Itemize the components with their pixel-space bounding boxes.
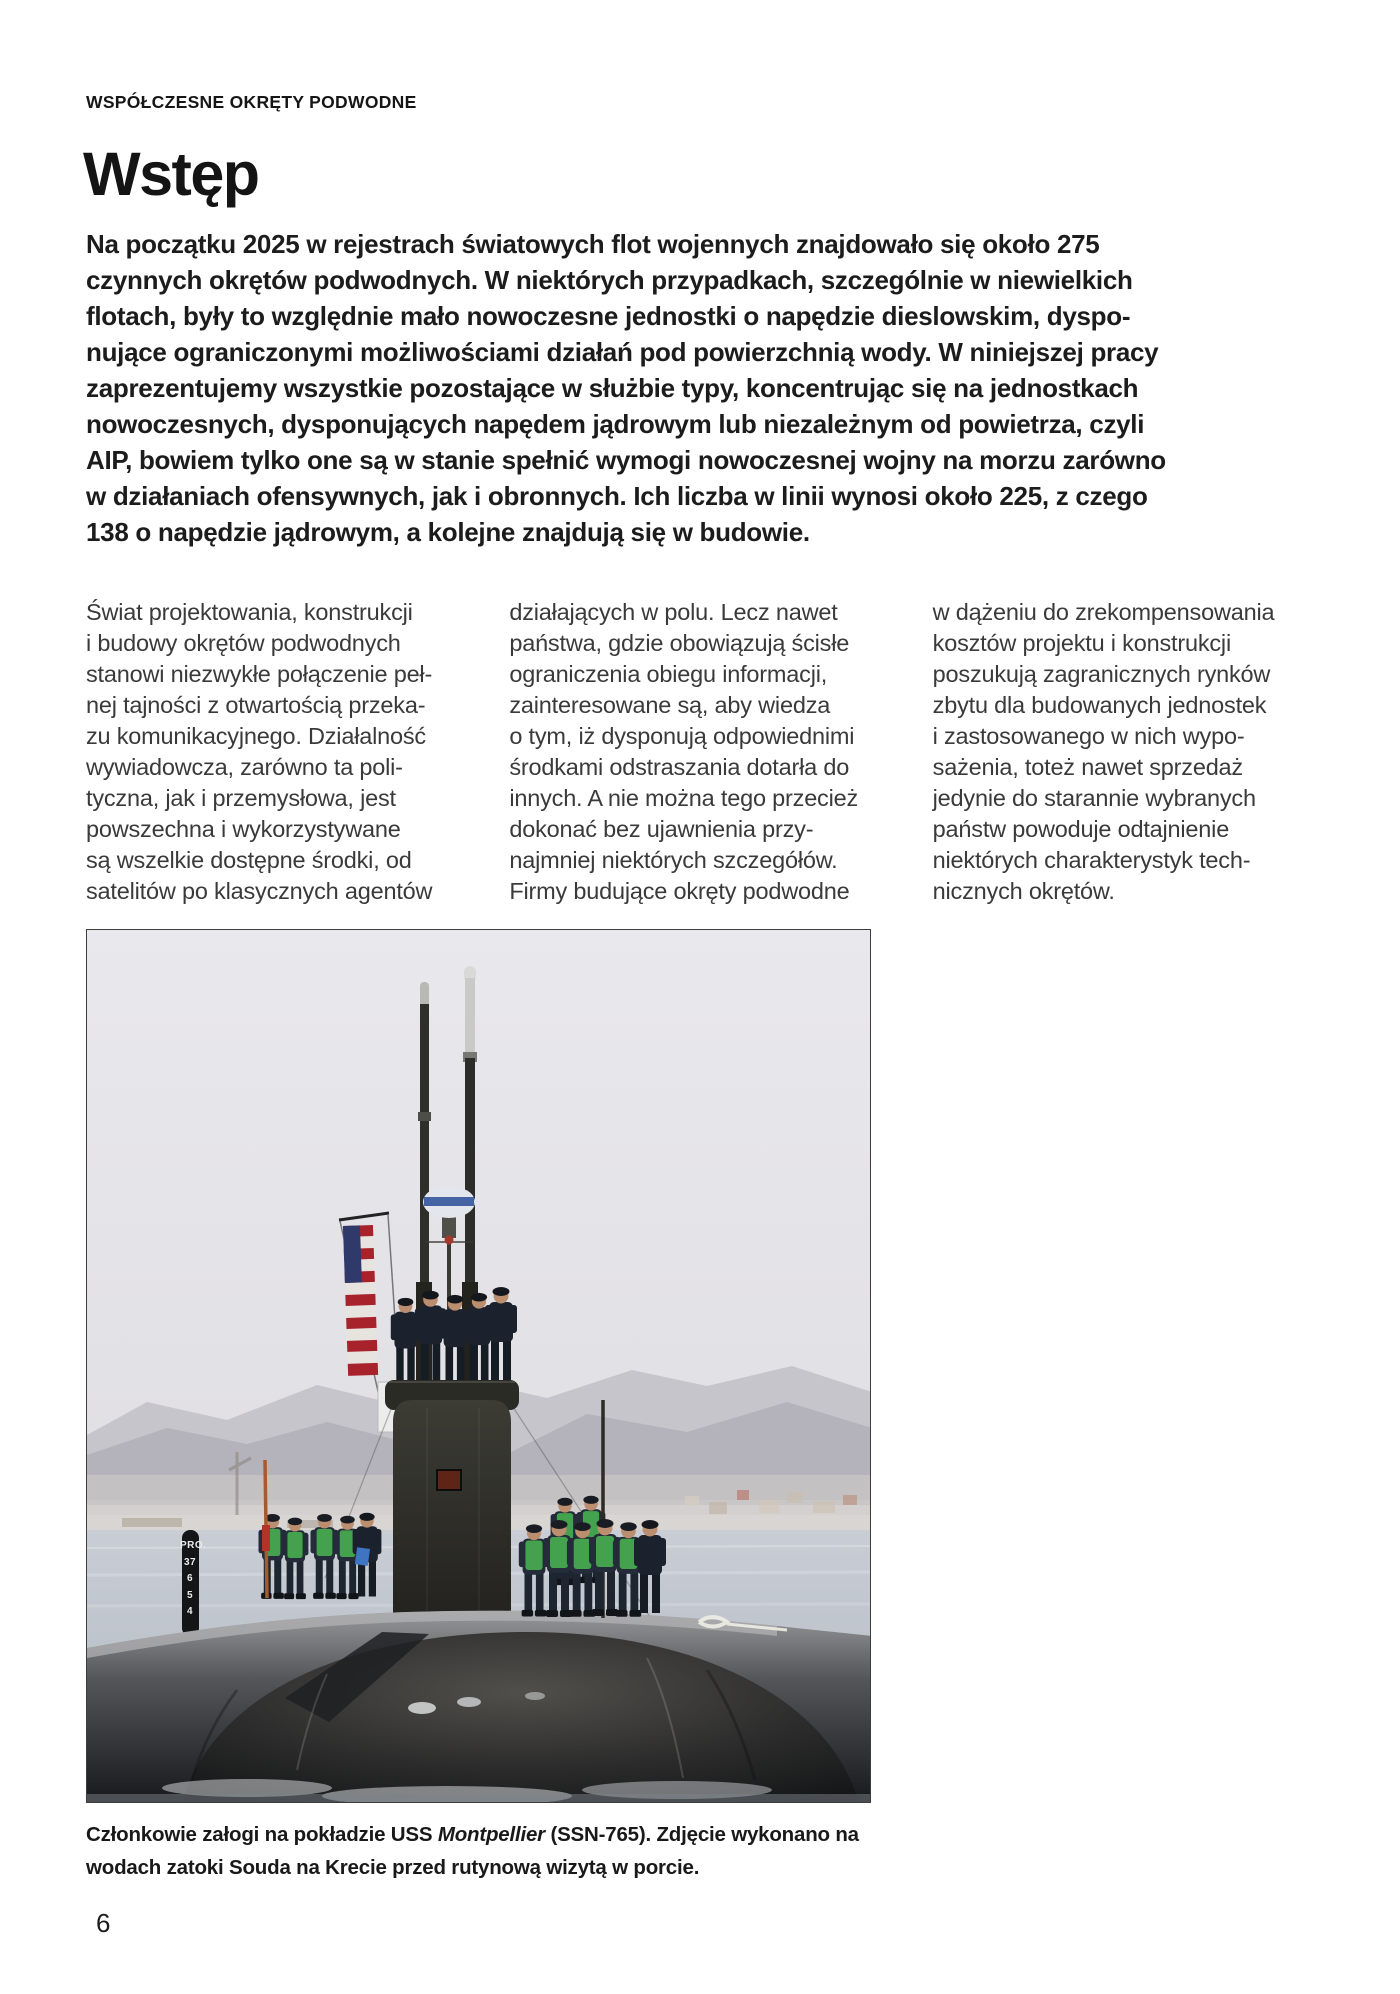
text-line: kosztów projektu i konstrukcji (932, 630, 1231, 656)
text-line: 4 (186, 1606, 194, 1617)
text-line: dokonać bez ujawnienia przy- (509, 816, 814, 842)
text-line: 37 (183, 1556, 197, 1568)
text-line: nujące ograniczonymi możliwościami działań pod powierzchnią wody. W niniejszej pracy (86, 337, 1159, 367)
text-line: tyczna, jak i przemysłowa, jest (86, 785, 396, 811)
section-kicker: WSPÓŁCZESNE OKRĘTY PODWODNE (86, 92, 417, 112)
text-line: Firmy budujące okręty podwodne (509, 878, 850, 904)
text-line: środkami odstraszania dotarła do (509, 754, 850, 780)
text-line: nej tajności z otwartością przeka- (86, 692, 426, 718)
text-line: AIP, bowiem tylko one są w stanie spełnić wymogi nowoczesnej wojny na morzu zarówno (86, 445, 1166, 475)
page-number: 6 (96, 1908, 111, 1938)
text-line: 5 (186, 1589, 194, 1601)
text-line: nicznych okrętów. (932, 878, 1115, 904)
lead-paragraph (86, 226, 1326, 550)
text-line: satelitów po klasycznych agentów (86, 878, 433, 904)
body-column-1 (86, 597, 467, 907)
text-line: państw powoduje odtajnienie (932, 816, 1230, 842)
hull (87, 1611, 871, 1803)
text-line: i budowy okrętów podwodnych (86, 630, 401, 656)
submarine-photo (86, 929, 871, 1803)
page-title: Wstęp (83, 140, 259, 208)
text-line: zainteresowane są, aby wiedza (509, 692, 831, 718)
text-line: PRO. (180, 1540, 207, 1551)
text-line: czynnych okrętów podwodnych. W niektórych przypadkach, szczególnie w niewielkich (86, 265, 1133, 295)
text-line: nowoczesnych, dysponujących napędem jądrowym lub niezależnym od powietrza, czyli (86, 409, 1145, 439)
text-line: i zastosowanego w nich wypo- (932, 723, 1245, 749)
text-line: sażenia, toteż nawet sprzedaż (932, 754, 1243, 780)
text-line: w działaniach ofensywnych, jak i obronnych. Ich liczba w linii wynosi około 225, z czego (86, 481, 1148, 511)
text-line: jedynie do starannie wybranych (932, 785, 1256, 811)
text-line: niektórych charakterystyk tech- (932, 847, 1251, 873)
draft-marks (180, 1538, 207, 1621)
submarine-photo-illustration (87, 930, 871, 1803)
text-line: wywiadowcza, zarówno ta poli- (86, 754, 403, 780)
text-line: są wszelkie dostępne środki, od (86, 847, 412, 873)
text-line: stanowi niezwykłe połączenie peł- (86, 661, 433, 687)
text-line: najmniej niektórych szczegółów. (509, 847, 838, 873)
text-line: Świat projektowania, konstrukcji (86, 599, 413, 625)
text-line: w dążeniu do zrekompensowania (932, 599, 1275, 625)
body-columns (86, 597, 1314, 907)
text-line: działających w polu. Lecz nawet (509, 599, 838, 625)
caption-text: Członkowie załogi na pokładzie USS (86, 1823, 438, 1846)
text-line: Na początku 2025 w rejestrach światowych flot wojennych znajdowało się około 275 (86, 229, 1100, 259)
text-line: poszukują zagranicznych rynków (932, 661, 1271, 687)
text-line: flotach, były to względnie mało nowoczesne jednostki o napędzie dieslowskim, dyspo- (86, 301, 1131, 331)
text-line: innych. A nie można tego przecież (509, 785, 859, 811)
text-line: państwa, gdzie obowiązują ścisłe (509, 630, 850, 656)
text-line: o tym, iż dysponują odpowiednimi (509, 723, 855, 749)
body-column-3 (933, 597, 1314, 907)
photo-caption (86, 1818, 876, 1884)
body-column-2 (509, 597, 890, 907)
text-line: powszechna i wykorzystywane (86, 816, 401, 842)
caption-ship-name: Montpellier (437, 1823, 545, 1846)
text-line: 138 o napędzie jądrowym, a kolejne znajdują się w budowie. (86, 517, 810, 547)
text-line: zu komunikacyjnego. Działalność (86, 723, 426, 749)
text-line: zaprezentujemy wszystkie pozostające w służbie typy, koncentrując się na jednostkach (86, 373, 1139, 403)
text-line: zbytu dla budowanych jednostek (932, 692, 1267, 718)
text-line: ograniczenia obiegu informacji, (509, 661, 828, 687)
text-line: 6 (186, 1573, 194, 1584)
caption-text-tail: (SSN-765). Zdjęcie wykonano na wodach zatoki Souda na Krecie przed rutynową wizytą w porcie. (86, 1823, 859, 1879)
